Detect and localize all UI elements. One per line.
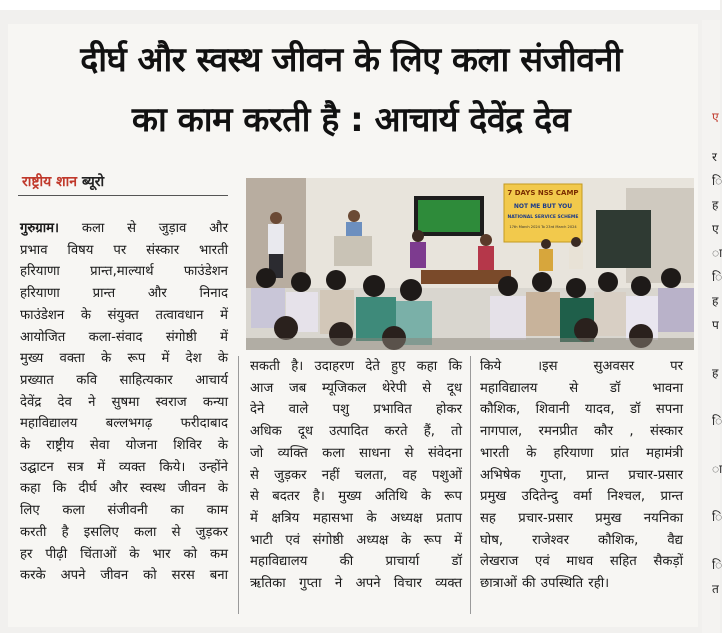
edge-char: ा: [712, 462, 722, 476]
text-line: में क्षत्रिय महासभा के अध्यक्ष प्रताप: [250, 510, 462, 526]
text-line: प्रमुख उदितेन्दु वर्मा निश्चल, प्रान्त: [480, 489, 683, 505]
byline-desk: ब्यूरो: [81, 174, 105, 190]
text-line: प्रभाव विषय पर संस्कार भारती: [20, 242, 228, 258]
text-line: हरियाणा प्रान्त,माल्यार्थ फाउंडेशन: [20, 264, 228, 280]
dateline: गुरुग्राम।: [20, 221, 60, 236]
text-line: महाविद्यालय बल्लभगढ़ फरीदाबाद: [20, 416, 228, 432]
text-line: अभिषेक गुप्ता, प्रान्त प्रचार-प्रसार: [480, 467, 683, 483]
banner-scheme: NATIONAL SERVICE SCHEME: [507, 215, 579, 220]
headline-line-2: का काम करती है : आचार्य देवेंद्र देव: [131, 100, 571, 140]
text-line: आयोजित कला-संवाद संगोष्ठी में: [20, 329, 228, 345]
text-line: फाउंडेशन के संयुक्त तत्वावधान में: [20, 307, 228, 323]
text-line: मुख्य वक्ता के रूप में देश के: [20, 351, 228, 367]
edge-char: ि: [712, 174, 722, 188]
text-line: हरियाणा प्रान्त और निनाद: [20, 286, 228, 302]
text-line: देने वाले पशु प्रभावित होकर: [250, 402, 462, 418]
byline-org: राष्ट्रीय शान: [22, 174, 78, 190]
article-column-3: [480, 356, 683, 595]
text-line: सह प्रचार-प्रसार प्रमुख नयनिका: [480, 510, 683, 526]
edge-char: ह: [712, 294, 719, 308]
edge-char: ए: [712, 222, 719, 236]
text-line: सकती है। उदाहरण देते हुए कहा कि: [250, 359, 462, 374]
column-divider: [470, 356, 471, 614]
banner-title: 7 DAYS NSS CAMP: [507, 189, 579, 197]
text-line: कौशिक, शिवानी यादव, डॉ सपना: [480, 402, 683, 418]
text-line: ऋतिका गुप्ता ने अपने विचार व्यक्त: [250, 576, 462, 592]
event-photo-illustration: [246, 178, 694, 350]
edge-char: ह: [712, 366, 719, 380]
text-line: किये ।इस सुअवसर पर: [480, 359, 683, 374]
text-line: अधिक दूध उत्पादित करते हैं, तो: [250, 424, 462, 440]
text-line: घोष, राजेश्वर कौशिक, वैद्य: [480, 532, 683, 548]
edge-char: ि: [712, 558, 722, 572]
text-line: महाविद्यालय से डॉ भावना: [480, 380, 683, 396]
text-line: छात्राओं की उपस्थिति रही।: [480, 576, 610, 592]
article-column-2: [250, 356, 462, 595]
text-line: करके अपने जीवन को सरस बना: [20, 568, 228, 584]
text-line: लिए कला संजीवनी का काम: [20, 503, 228, 519]
text-line: जो व्यक्ति कला साधना से संवेदना: [250, 445, 462, 461]
text-line: कला से जुड़ाव और: [81, 221, 228, 236]
edge-char: ि: [712, 414, 722, 428]
article-column-1: [20, 218, 228, 587]
edge-char: प: [712, 318, 719, 332]
text-line: भाटी एवं संगोष्ठी अध्यक्ष के रूप में: [250, 532, 462, 548]
text-line: प्रख्यात कवि साहित्यकार आचार्य: [20, 372, 228, 388]
text-line: के राष्ट्रीय सेवा योजना शिविर के: [20, 438, 228, 454]
edge-char: ए: [712, 110, 719, 124]
edge-char: ा: [712, 246, 722, 260]
text-line: देवेंद्र देव ने सुषमा स्वराज कन्या: [20, 394, 228, 410]
text-line: हर पीढ़ी चिंताओं के भार को कम: [20, 546, 228, 562]
text-line: आज जब म्यूजिकल थेरेपी से दूध: [250, 380, 462, 396]
text-line: से बदतर है। मुख्य अतिथि के रूप: [250, 489, 462, 505]
edge-char: ि: [712, 270, 722, 284]
text-line: उद्घाटन सत्र में व्यक्त किये। उन्होंने: [20, 459, 228, 475]
text-line: करती है इसलिए कला से जुड़कर: [20, 524, 228, 540]
text-line: लेखराज एवं माधव सहित सैकड़ों: [480, 554, 683, 570]
text-line: से जुड़कर नहीं चलता, वह पशुओं: [250, 467, 462, 483]
banner-motto: NOT ME BUT YOU: [513, 203, 573, 210]
text-line: महाविद्यालय की प्राचार्या डॉ: [250, 554, 462, 570]
text-line: भारती के हरियाणा प्रांत महामंत्री: [480, 445, 683, 461]
edge-char: ि: [712, 510, 722, 524]
column-divider: [238, 356, 239, 614]
event-photo: [246, 178, 694, 350]
edge-char: त: [712, 582, 719, 596]
headline-line-1: दीर्घ और स्वस्थ जीवन के लिए कला संजीवनी: [80, 40, 622, 80]
banner-dates: 17th March 2024 To 23rd March 2024: [509, 225, 577, 229]
byline: [22, 172, 104, 191]
edge-char: ह: [712, 198, 719, 212]
text-line: कहा कि दीर्घ और स्वस्थ जीवन के: [20, 481, 228, 497]
text-line: नागपाल, रमनप्रीत कौर , संस्कार: [480, 424, 683, 440]
edge-char: र: [712, 150, 717, 164]
headline: [10, 30, 692, 150]
byline-rule: [18, 195, 228, 196]
top-strip: [0, 0, 720, 10]
